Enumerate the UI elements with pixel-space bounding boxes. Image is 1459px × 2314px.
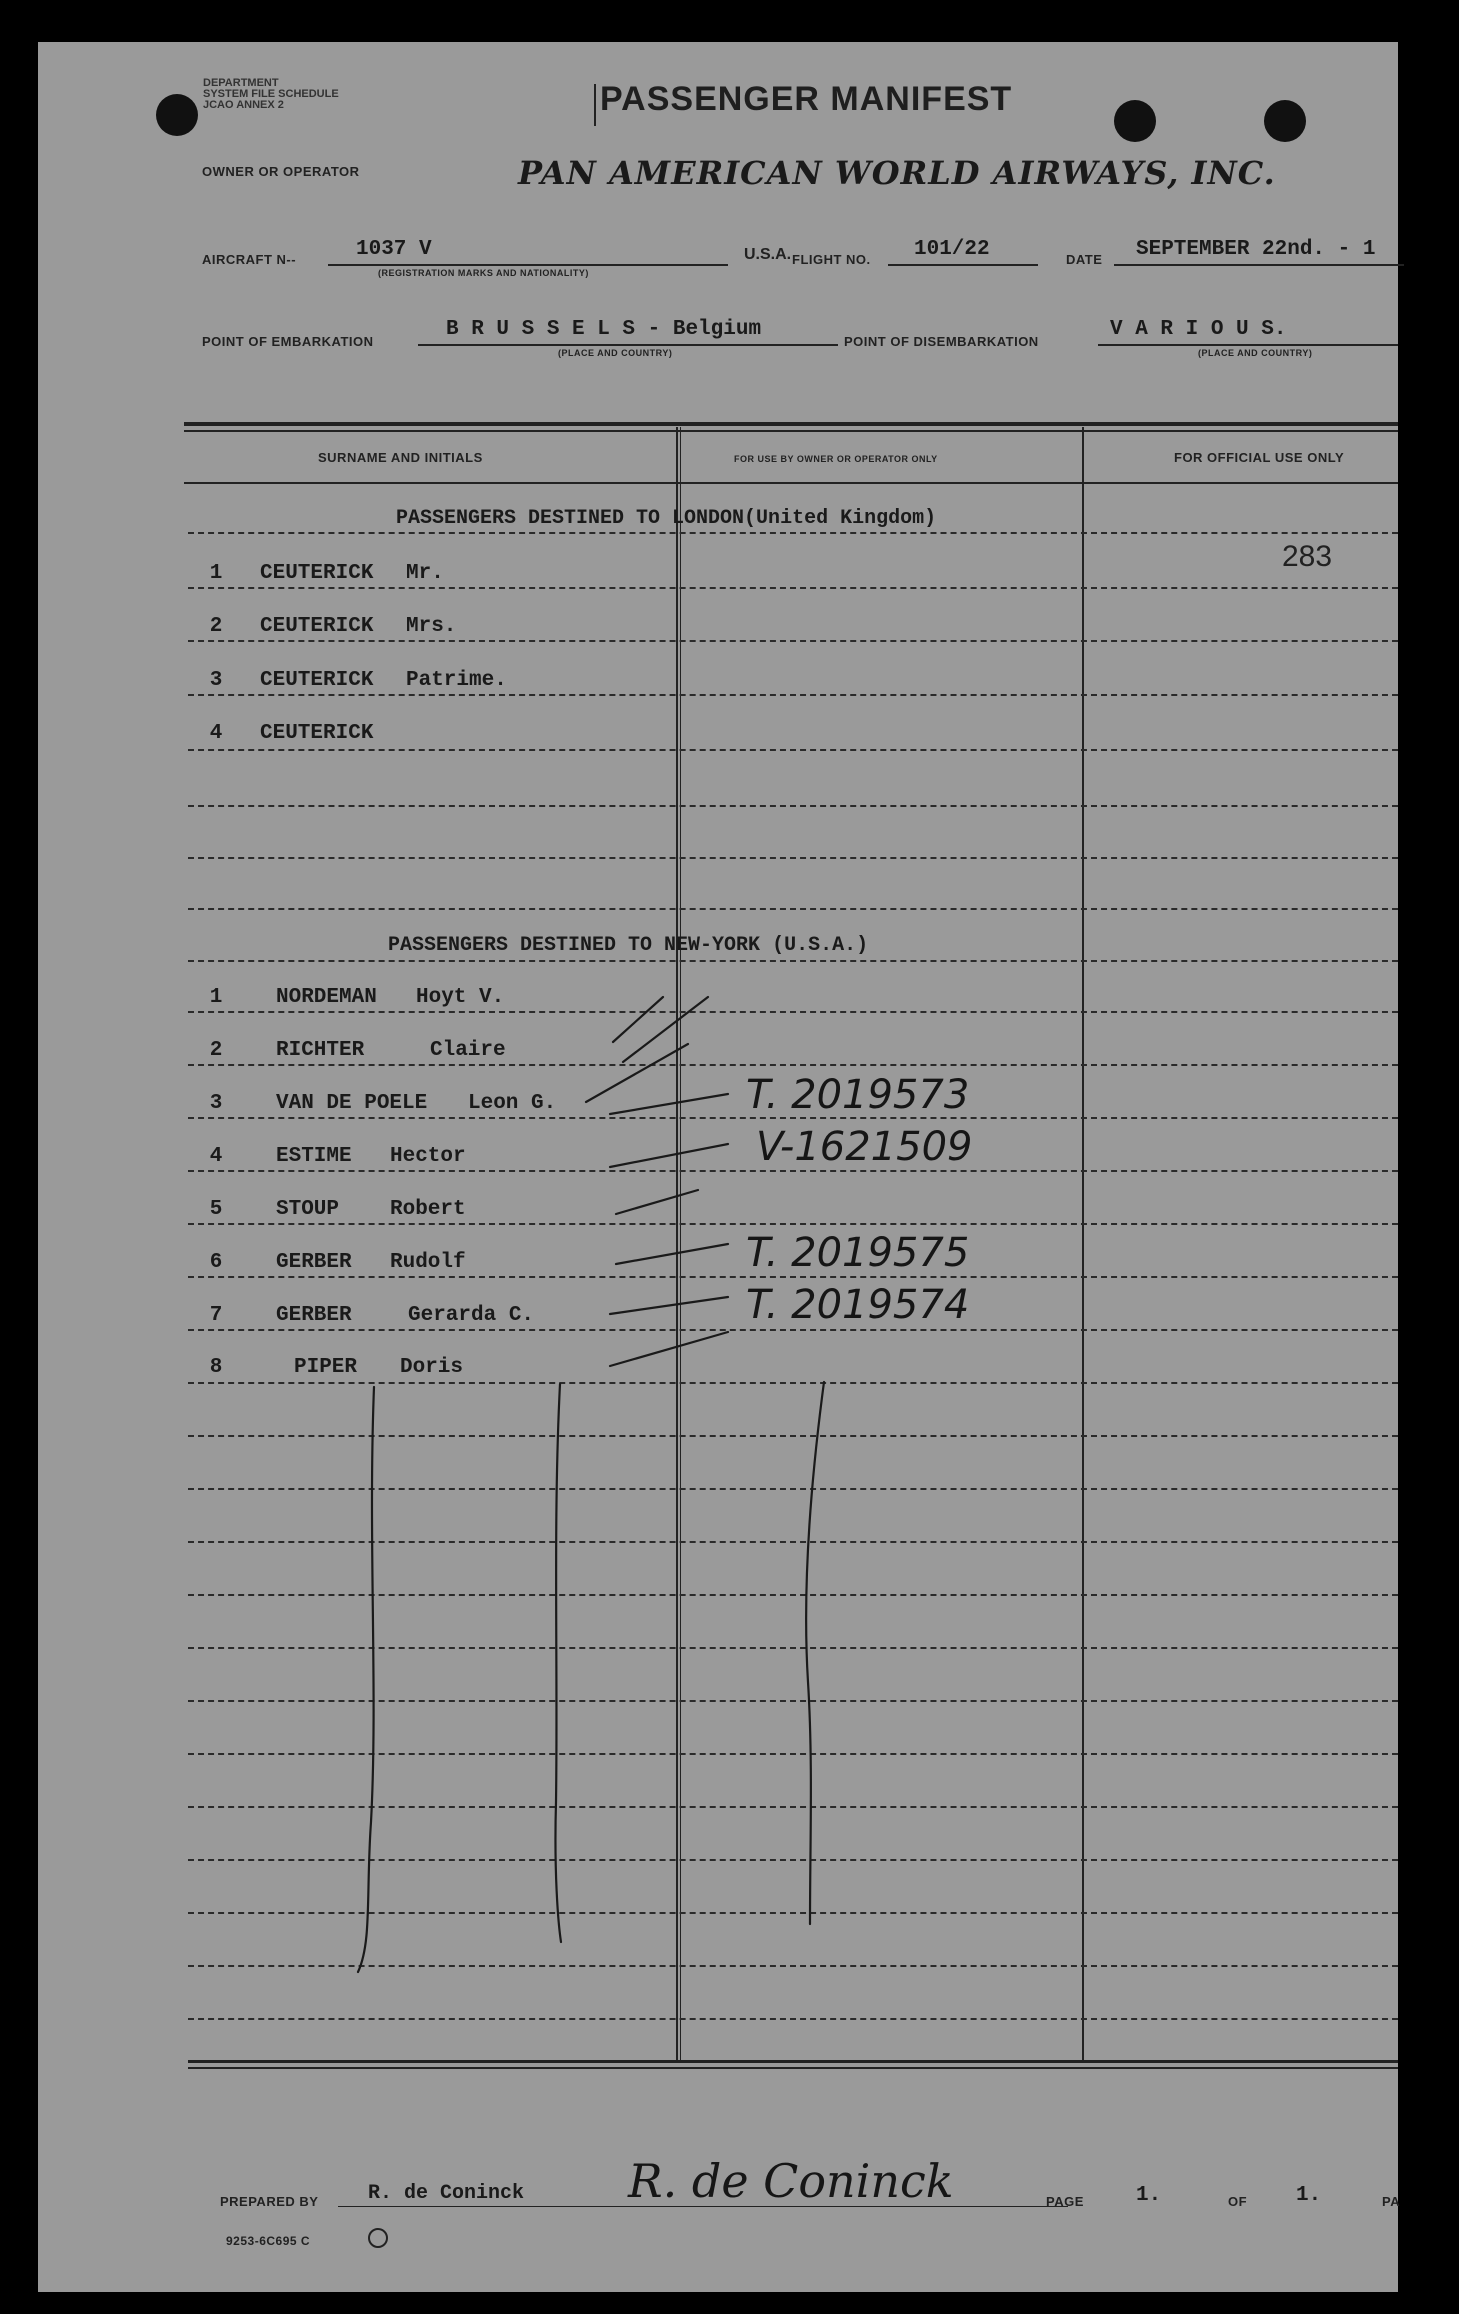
col-official-header: FOR OFFICIAL USE ONLY xyxy=(1174,450,1345,465)
row-number: 5 xyxy=(209,1198,223,1221)
page-value: 1. xyxy=(1136,2184,1162,2207)
of-value: 1. xyxy=(1296,2184,1322,2207)
row-number: 7 xyxy=(209,1304,223,1327)
of-label: OF xyxy=(1228,2194,1248,2209)
row-number: 4 xyxy=(209,722,223,745)
pen-vertical-1 xyxy=(358,1387,374,1972)
given-name: Claire xyxy=(430,1039,506,1062)
table-bottom-rule xyxy=(188,2060,1398,2063)
surname: STOUP xyxy=(276,1198,340,1221)
given-name: Robert xyxy=(390,1198,466,1221)
disembark-caption: (PLACE AND COUNTRY) xyxy=(1198,348,1313,358)
surname: CEUTERICK xyxy=(260,669,374,692)
pen-tick xyxy=(610,1332,728,1366)
pen-tick xyxy=(610,1297,728,1314)
disembark-label: POINT OF DISEMBARKATION xyxy=(844,334,1039,349)
surname: GERBER xyxy=(276,1251,352,1274)
pen-tick xyxy=(623,997,708,1062)
table-bottom-rule-2 xyxy=(188,2067,1398,2069)
pen-marks xyxy=(38,42,1401,2292)
archive-stamp: DEPARTMENT SYSTEM FILE SCHEDULE JCAO ANNEX 2 xyxy=(203,77,339,111)
given-name: Rudolf xyxy=(390,1251,466,1274)
form-suffix: PA xyxy=(1382,2194,1401,2209)
section-heading-newyork: PASSENGERS DESTINED TO NEW-YORK (U.S.A.) xyxy=(388,934,869,957)
surname: PIPER xyxy=(294,1356,358,1379)
prepared-value: R. de Coninck xyxy=(368,2182,525,2205)
given-name: Hector xyxy=(390,1145,466,1168)
owner-label: OWNER OR OPERATOR xyxy=(202,164,360,179)
prepared-label: PREPARED BY xyxy=(220,2194,319,2209)
given-name: Patrime. xyxy=(406,669,507,692)
col-surname-header: SURNAME AND INITIALS xyxy=(318,450,483,465)
flight-value: 101/22 xyxy=(914,238,990,261)
embark-value: B R U S S E L S - Belgium xyxy=(446,318,762,341)
nationality: U.S.A. xyxy=(744,246,792,263)
handwritten-number: T. 2019574 xyxy=(746,1282,970,1328)
pen-tick xyxy=(613,997,663,1042)
surname: RICHTER xyxy=(276,1039,365,1062)
given-name: Mrs. xyxy=(406,615,457,638)
printer-seal-icon xyxy=(368,2228,388,2248)
row-number: 2 xyxy=(209,615,223,638)
pen-tick xyxy=(616,1190,698,1214)
surname: ESTIME xyxy=(276,1145,352,1168)
given-name: Mr. xyxy=(406,562,444,585)
signature: R. de Coninck xyxy=(628,2154,954,2208)
handwritten-number: V-1621509 xyxy=(756,1124,973,1170)
aircraft-value: 1037 V xyxy=(356,238,432,261)
col-operator-header: FOR USE BY OWNER OR OPERATOR ONLY xyxy=(734,454,938,464)
row-number: 3 xyxy=(209,669,223,692)
pen-tick xyxy=(586,1044,688,1102)
registration-caption: (REGISTRATION MARKS AND NATIONALITY) xyxy=(378,268,589,278)
row-number: 6 xyxy=(209,1251,223,1274)
row-number: 2 xyxy=(209,1039,223,1062)
pen-tick xyxy=(610,1094,728,1114)
given-name: Hoyt V. xyxy=(416,986,505,1009)
page-label: PAGE xyxy=(1046,2194,1084,2209)
surname: CEUTERICK xyxy=(260,615,374,638)
surname: VAN DE POELE xyxy=(276,1092,428,1115)
handwritten-number: T. 2019573 xyxy=(746,1072,970,1118)
date-label: DATE xyxy=(1066,252,1103,267)
owner-value: PAN AMERICAN WORLD AIRWAYS, INC. xyxy=(518,154,1276,192)
pen-tick xyxy=(610,1144,728,1167)
surname: CEUTERICK xyxy=(260,562,374,585)
row-number: 1 xyxy=(209,986,223,1009)
row-number: 1 xyxy=(209,562,223,585)
form-code: 9253-6C695 C xyxy=(226,2234,311,2248)
aircraft-label: AIRCRAFT N-- xyxy=(202,252,297,267)
pen-vertical-3 xyxy=(806,1382,824,1924)
pen-tick xyxy=(616,1244,728,1264)
surname: CEUTERICK xyxy=(260,722,374,745)
row-number: 3 xyxy=(209,1092,223,1115)
embark-caption: (PLACE AND COUNTRY) xyxy=(558,348,673,358)
handwritten-number: T. 2019575 xyxy=(746,1230,970,1276)
official-number: 283 xyxy=(1282,540,1333,573)
disembark-value: V A R I O U S. xyxy=(1110,318,1287,341)
given-name: Doris xyxy=(400,1356,464,1379)
pen-vertical-2 xyxy=(555,1384,561,1942)
given-name: Leon G. xyxy=(468,1092,557,1115)
form-title: PASSENGER MANIFEST xyxy=(600,80,1013,118)
flight-label: FLIGHT NO. xyxy=(792,252,871,267)
row-number: 8 xyxy=(209,1356,223,1379)
section-heading-london: PASSENGERS DESTINED TO LONDON(United Kingdom) xyxy=(396,507,937,530)
row-number: 4 xyxy=(209,1145,223,1168)
manifest-sheet xyxy=(38,42,1401,2292)
date-value: SEPTEMBER 22nd. - 1 xyxy=(1136,238,1376,261)
given-name: Gerarda C. xyxy=(408,1304,535,1327)
surname: GERBER xyxy=(276,1304,352,1327)
embark-label: POINT OF EMBARKATION xyxy=(202,334,374,349)
surname: NORDEMAN xyxy=(276,986,377,1009)
